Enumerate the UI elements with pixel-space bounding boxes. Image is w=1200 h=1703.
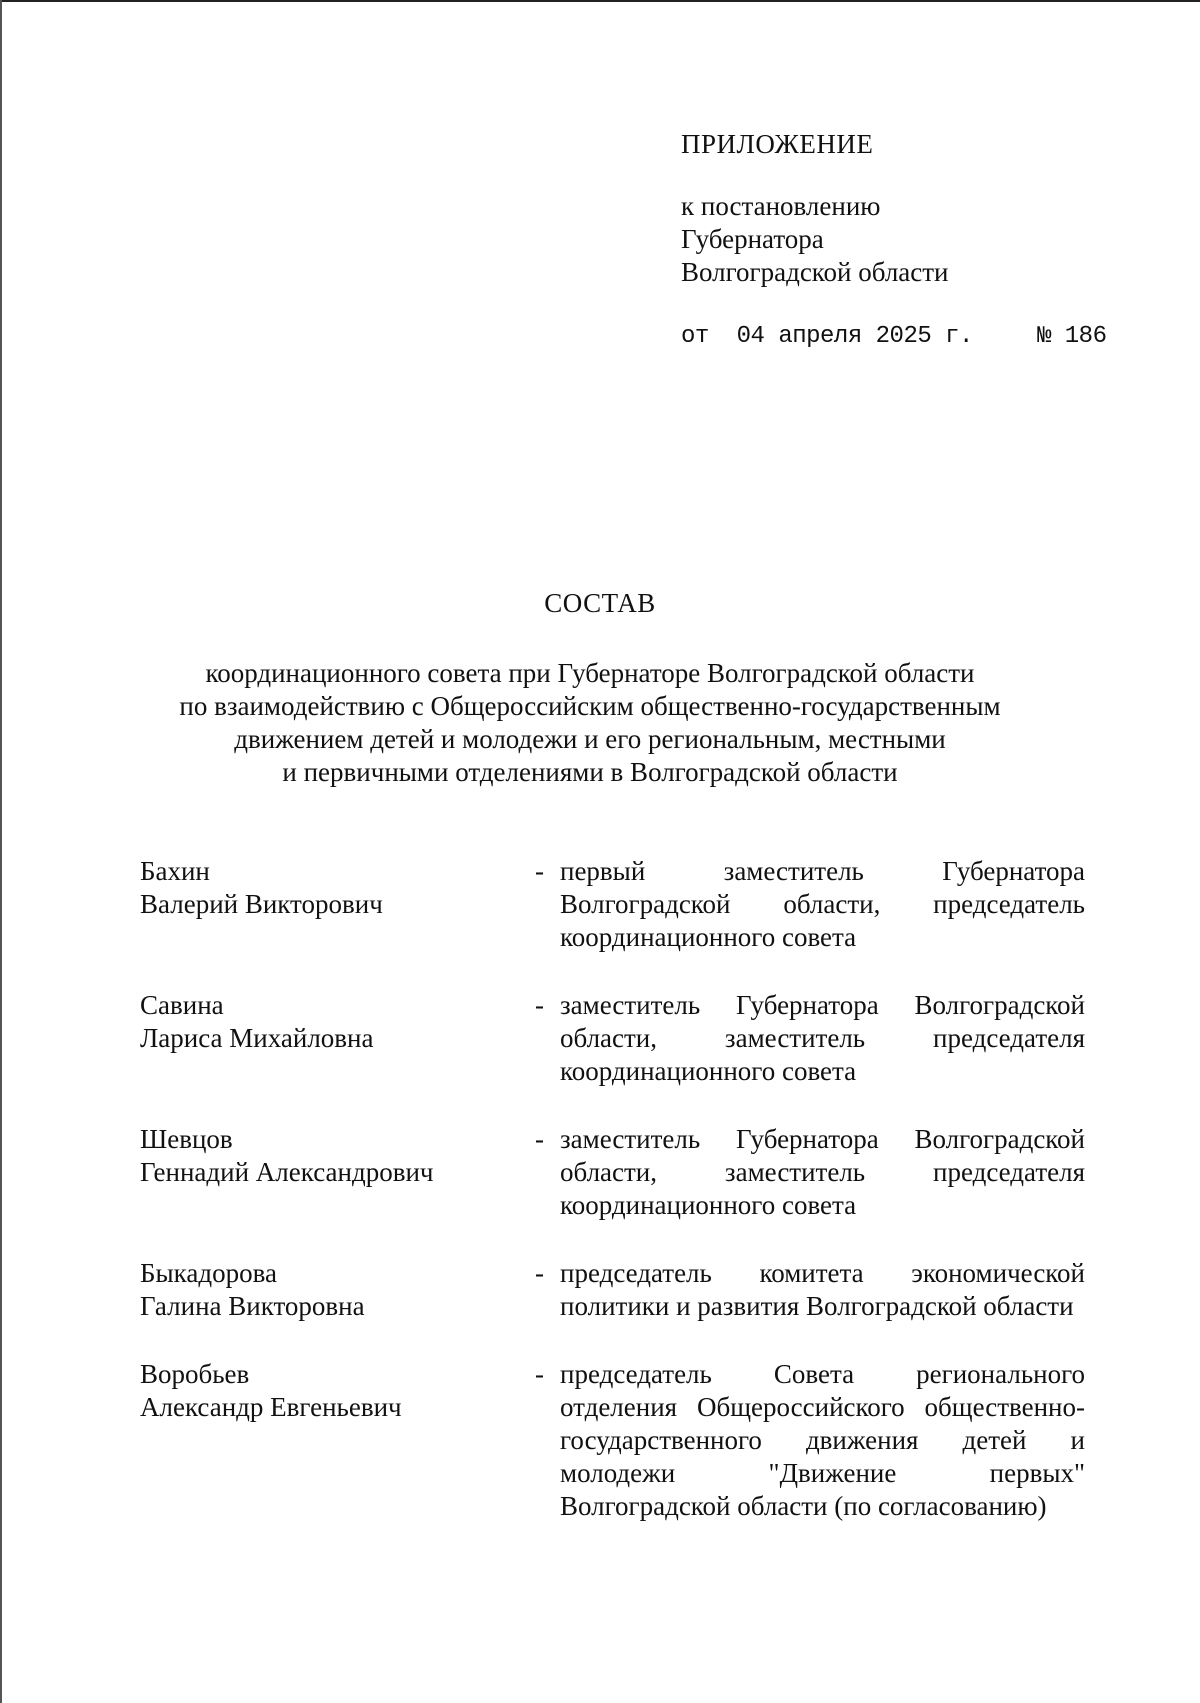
member-given-name: Валерий Викторович <box>140 889 383 919</box>
member-surname: Шевцов <box>140 1124 233 1154</box>
members-list <box>140 855 1090 1558</box>
appendix-reference <box>681 190 1106 289</box>
member-name <box>140 1358 535 1523</box>
member-role: первый заместитель Губернатора Волгоградской области, председатель координационного совета <box>560 856 1085 952</box>
subtitle-line: и первичными отделениями в Волгоградской области <box>282 757 898 787</box>
member-role: председатель комитета экономической политики и развития Волгоградской области <box>560 1258 1085 1321</box>
member-dash: - <box>535 856 544 886</box>
subtitle-line: координационного совета при Губернаторе Волгоградской области <box>205 658 975 688</box>
member-row <box>140 1257 1090 1323</box>
document-number: № 186 <box>1036 323 1107 350</box>
member-name <box>140 1257 535 1323</box>
member-row <box>140 1123 1090 1222</box>
member-given-name: Галина Викторовна <box>140 1291 365 1321</box>
member-surname: Савина <box>140 990 224 1020</box>
scan-edge-top <box>0 0 1200 2</box>
document-date-line <box>681 320 1106 353</box>
member-surname: Воробьев <box>140 1359 250 1389</box>
document-subtitle <box>140 657 1040 789</box>
member-row <box>140 989 1090 1088</box>
appendix-block <box>681 128 1106 353</box>
member-dash: - <box>535 990 544 1020</box>
member-surname: Быкадорова <box>140 1258 277 1288</box>
member-row <box>140 855 1090 954</box>
member-name <box>140 855 535 954</box>
subtitle-line: движением детей и молодежи и его региональным, местными <box>234 724 946 754</box>
document-date: от 04 апреля 2025 г. <box>681 323 973 350</box>
member-given-name: Александр Евгеньевич <box>140 1392 402 1422</box>
document-title: СОСТАВ <box>544 588 656 618</box>
member-role: заместитель Губернатора Волгоградской области, заместитель председателя координационного совета <box>560 990 1085 1086</box>
scan-edge-left <box>0 0 2 1703</box>
member-dash: - <box>535 1359 544 1389</box>
appendix-line: к постановлению <box>681 191 881 221</box>
member-role: председатель Совета регионального отделения Общероссийского общественно-государственного движения детей и молодежи "Движение первых" Волгоградской области (по согласованию) <box>560 1359 1085 1521</box>
member-dash: - <box>535 1124 544 1154</box>
member-dash: - <box>535 1258 544 1288</box>
appendix-line: Губернатора <box>681 224 824 254</box>
member-name <box>140 989 535 1088</box>
member-surname: Бахин <box>140 856 210 886</box>
appendix-heading: ПРИЛОЖЕНИЕ <box>681 129 874 159</box>
appendix-line: Волгоградской области <box>681 257 949 287</box>
member-given-name: Лариса Михайловна <box>140 1023 374 1053</box>
member-given-name: Геннадий Александрович <box>140 1157 434 1187</box>
member-row <box>140 1358 1090 1523</box>
subtitle-line: по взаимодействию с Общероссийским общественно-государственным <box>179 691 1001 721</box>
member-name <box>140 1123 535 1222</box>
member-role: заместитель Губернатора Волгоградской области, заместитель председателя координационного совета <box>560 1124 1085 1220</box>
